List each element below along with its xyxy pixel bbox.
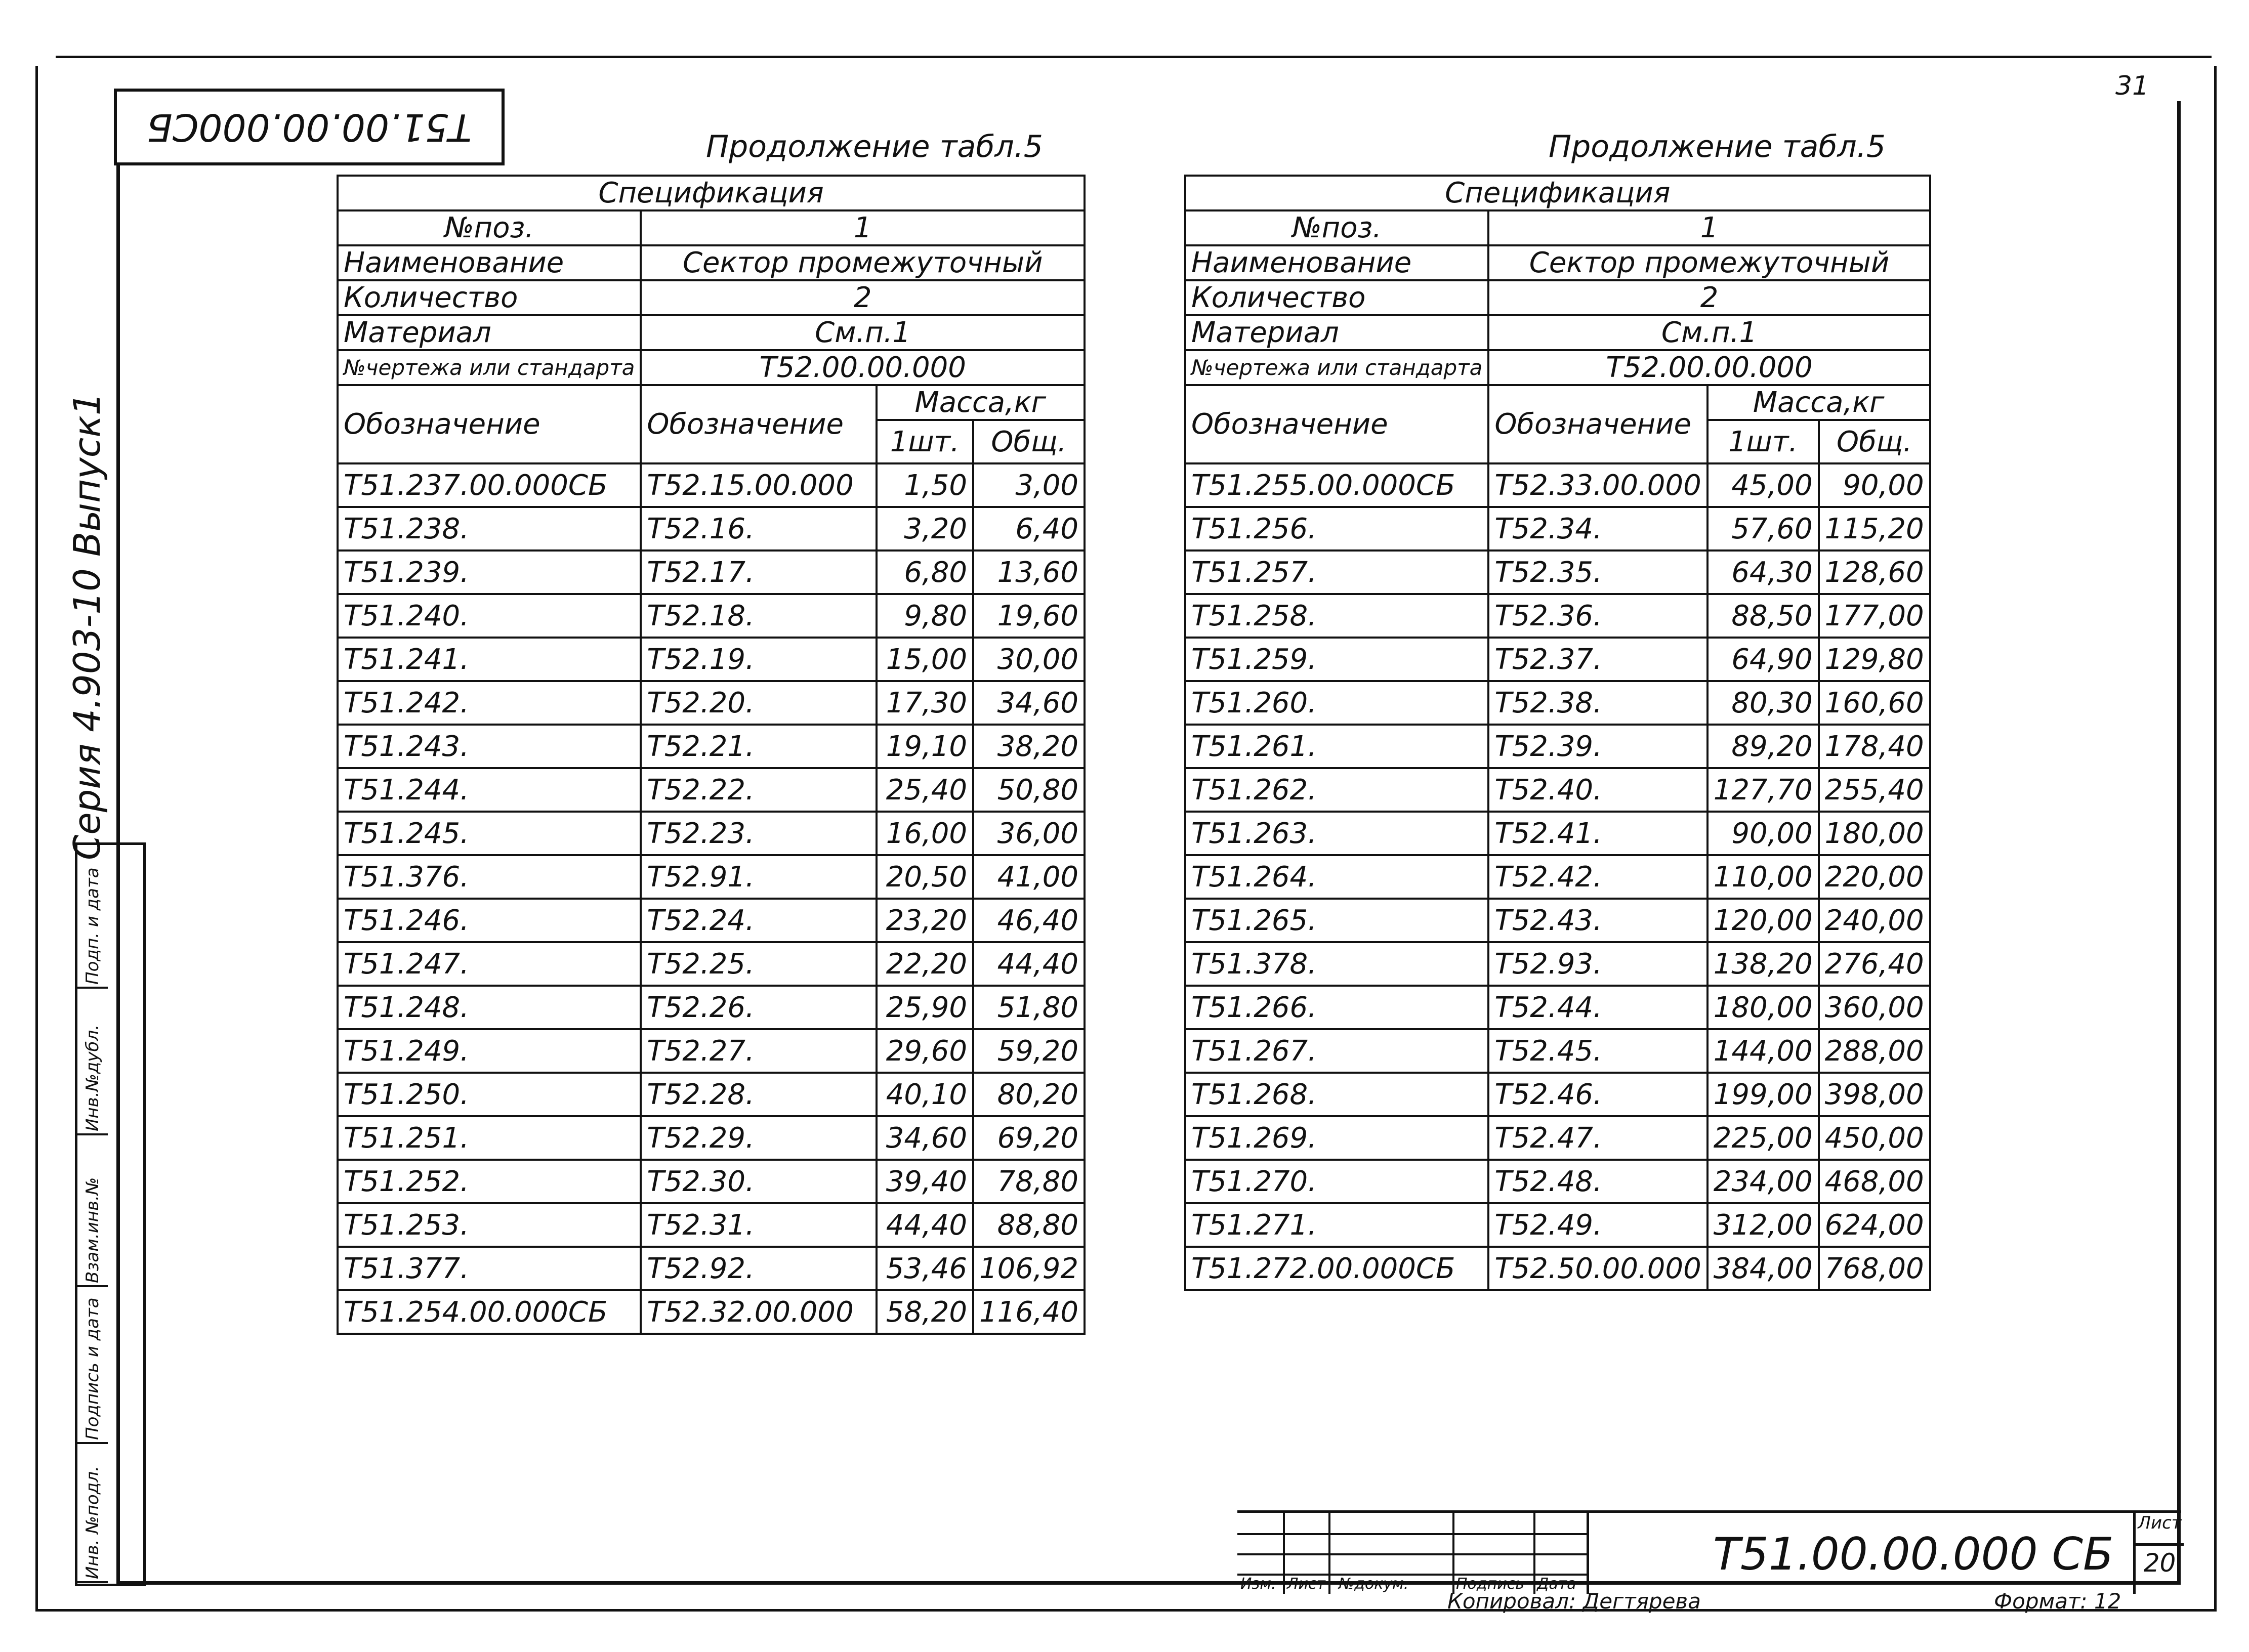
cell-m2: 468,00	[1819, 1160, 1930, 1203]
cell-m1: 17,30	[877, 681, 973, 725]
table-row	[1185, 1247, 1930, 1290]
table-row	[338, 1029, 1085, 1073]
grid-line	[1283, 1513, 1285, 1594]
cell-d1: Т51.257.	[1185, 550, 1488, 594]
cell-d1: Т51.259.	[1185, 638, 1488, 681]
table-row	[1185, 550, 1930, 594]
cell-d2: Т52.31.	[641, 1203, 876, 1247]
cell-m1: 88,50	[1707, 594, 1819, 638]
table-row	[1185, 1029, 1930, 1073]
cell-d2: Т52.91.	[641, 855, 876, 899]
cell-m2: 288,00	[1819, 1029, 1930, 1073]
cell-d2: Т52.38.	[1488, 681, 1707, 725]
cell-d1: Т51.266.	[1185, 986, 1488, 1029]
row-value: 1	[1488, 210, 1930, 245]
cell-m1: 384,00	[1707, 1247, 1819, 1290]
cell-m1: 44,40	[877, 1203, 973, 1247]
cell-m2: 44,40	[973, 942, 1085, 986]
cell-m1: 120,00	[1707, 899, 1819, 942]
cell-m2: 177,00	[1819, 594, 1930, 638]
side-cell	[77, 845, 108, 989]
cell-m1: 6,80	[877, 550, 973, 594]
cell-m1: 20,50	[877, 855, 973, 899]
cell-m2: 276,40	[1819, 942, 1930, 986]
cell-m1: 23,20	[877, 899, 973, 942]
table-row	[338, 638, 1085, 681]
cell-m2: 398,00	[1819, 1073, 1930, 1116]
cell-d1: Т51.253.	[338, 1203, 641, 1247]
table-row	[338, 463, 1085, 507]
table-row	[1185, 594, 1930, 638]
cell-d1: Т51.272.00.000СБ	[1185, 1247, 1488, 1290]
cell-m1: 89,20	[1707, 725, 1819, 768]
table-row	[338, 1247, 1085, 1290]
table-row	[1185, 768, 1930, 812]
cell-m2: 450,00	[1819, 1116, 1930, 1160]
cell-m2: 13,60	[973, 550, 1085, 594]
cell-m1: 29,60	[877, 1029, 973, 1073]
cell-d1: Т51.244.	[338, 768, 641, 812]
table-row	[1185, 507, 1930, 550]
cell-m1: 80,30	[1707, 681, 1819, 725]
cell-m2: 6,40	[973, 507, 1085, 550]
sheet-value: 20	[2143, 1548, 2176, 1578]
cell-m1: 312,00	[1707, 1203, 1819, 1247]
copied-by: Копировал: Дегтярева	[1447, 1589, 1701, 1614]
cell-d2: Т52.16.	[641, 507, 876, 550]
cell-d2: Т52.30.	[641, 1160, 876, 1203]
cell-d2: Т52.22.	[641, 768, 876, 812]
cell-d2: Т52.17.	[641, 550, 876, 594]
cell-d1: Т51.252.	[338, 1160, 641, 1203]
cell-m2: 768,00	[1819, 1247, 1930, 1290]
cell-d2: Т52.43.	[1488, 899, 1707, 942]
cell-d2: Т52.33.00.000	[1488, 463, 1707, 507]
cell-m2: 160,60	[1819, 681, 1930, 725]
cell-d2: Т52.24.	[641, 899, 876, 942]
frame-top-line	[56, 56, 2212, 58]
table-row	[1185, 812, 1930, 855]
cell-m1: 25,40	[877, 768, 973, 812]
col-designation-1: Обозначение	[1185, 385, 1488, 463]
cell-m2: 240,00	[1819, 899, 1930, 942]
tb-label: Подпись	[1456, 1575, 1524, 1593]
left-continuation-label: Продолжение табл.5	[706, 129, 1043, 164]
cell-m1: 34,60	[877, 1116, 973, 1160]
cell-d2: Т52.15.00.000	[641, 463, 876, 507]
table-row	[1185, 1116, 1930, 1160]
row-label: Количество	[338, 280, 641, 315]
table-row	[338, 899, 1085, 942]
cell-m1: 22,20	[877, 942, 973, 986]
row-value: 2	[641, 280, 1085, 315]
side-cell	[77, 987, 108, 1135]
row-value: Сектор промежуточный	[641, 245, 1085, 280]
series-label: Серия 4.903-10 Выпуск1	[66, 392, 108, 860]
right-spec-table	[1184, 175, 1931, 1291]
cell-d2: Т52.44.	[1488, 986, 1707, 1029]
cell-d1: Т51.241.	[338, 638, 641, 681]
cell-m1: 45,00	[1707, 463, 1819, 507]
cell-m2: 90,00	[1819, 463, 1930, 507]
table-row	[338, 550, 1085, 594]
cell-m1: 58,20	[877, 1290, 973, 1334]
cell-m2: 78,80	[973, 1160, 1085, 1203]
cell-d2: Т52.27.	[641, 1029, 876, 1073]
cell-d2: Т52.48.	[1488, 1160, 1707, 1203]
cell-m2: 69,20	[973, 1116, 1085, 1160]
cell-m2: 36,00	[973, 812, 1085, 855]
cell-d2: Т52.23.	[641, 812, 876, 855]
cell-d1: Т51.256.	[1185, 507, 1488, 550]
cell-d1: Т51.248.	[338, 986, 641, 1029]
grid-line	[1452, 1513, 1454, 1594]
cell-m2: 220,00	[1819, 855, 1930, 899]
side-label: Подп. и дата	[82, 867, 103, 985]
col-total: Общ.	[1819, 420, 1930, 463]
left-spec-table	[337, 175, 1086, 1335]
cell-d2: Т52.45.	[1488, 1029, 1707, 1073]
table-row	[338, 812, 1085, 855]
cell-m1: 16,00	[877, 812, 973, 855]
table-row	[338, 1290, 1085, 1334]
cell-m2: 80,20	[973, 1073, 1085, 1116]
table-row	[1185, 942, 1930, 986]
cell-m2: 30,00	[973, 638, 1085, 681]
cell-m1: 199,00	[1707, 1073, 1819, 1116]
row-label: Наименование	[338, 245, 641, 280]
tb-label: Дата	[1537, 1575, 1576, 1593]
cell-m1: 64,90	[1707, 638, 1819, 681]
side-label: Инв.№дубл.	[82, 1024, 103, 1131]
grid-line	[1328, 1513, 1330, 1594]
cell-m2: 46,40	[973, 899, 1085, 942]
row-label: Количество	[1185, 280, 1488, 315]
sheet-label: Лист	[2136, 1513, 2184, 1546]
cell-d2: Т52.28.	[641, 1073, 876, 1116]
cell-d2: Т52.92.	[641, 1247, 876, 1290]
inverted-code-stamp	[114, 89, 505, 165]
tb-label: Изм.	[1240, 1575, 1276, 1593]
table-row	[338, 1203, 1085, 1247]
table-row	[338, 942, 1085, 986]
cell-d1: Т51.261.	[1185, 725, 1488, 768]
cell-d2: Т52.35.	[1488, 550, 1707, 594]
table-row	[338, 594, 1085, 638]
cell-m1: 110,00	[1707, 855, 1819, 899]
table-row	[338, 1073, 1085, 1116]
cell-d1: Т51.240.	[338, 594, 641, 638]
cell-d2: Т52.19.	[641, 638, 876, 681]
cell-d1: Т51.271.	[1185, 1203, 1488, 1247]
table-row	[338, 986, 1085, 1029]
table-row	[1185, 1073, 1930, 1116]
cell-m1: 40,10	[877, 1073, 973, 1116]
cell-d1: Т51.264.	[1185, 855, 1488, 899]
cell-d1: Т51.378.	[1185, 942, 1488, 986]
right-continuation-label: Продолжение табл.5	[1549, 129, 1886, 164]
table-row	[338, 768, 1085, 812]
table-row	[1185, 899, 1930, 942]
cell-m1: 25,90	[877, 986, 973, 1029]
side-label: Взам.инв.№	[82, 1177, 103, 1283]
cell-m1: 3,20	[877, 507, 973, 550]
cell-d1: Т51.376.	[338, 855, 641, 899]
cell-d1: Т51.246.	[338, 899, 641, 942]
cell-d1: Т51.239.	[338, 550, 641, 594]
col-mass: Масса,кг	[877, 385, 1085, 420]
cell-d1: Т51.268.	[1185, 1073, 1488, 1116]
cell-m1: 127,70	[1707, 768, 1819, 812]
cell-d2: Т52.93.	[1488, 942, 1707, 986]
cell-d2: Т52.29.	[641, 1116, 876, 1160]
cell-m1: 53,46	[877, 1247, 973, 1290]
cell-m2: 50,80	[973, 768, 1085, 812]
table-row	[338, 1160, 1085, 1203]
cell-m1: 9,80	[877, 594, 973, 638]
table-row	[1185, 1160, 1930, 1203]
cell-m1: 57,60	[1707, 507, 1819, 550]
table-row	[1185, 681, 1930, 725]
cell-m2: 34,60	[973, 681, 1085, 725]
col-designation-2: Обозначение	[1488, 385, 1707, 463]
cell-m1: 64,30	[1707, 550, 1819, 594]
sheet-box	[2133, 1513, 2184, 1594]
drawing-code: Т51.00.00.000 СБ	[1713, 1528, 2114, 1580]
col-designation-1: Обозначение	[338, 385, 641, 463]
cell-d2: Т52.39.	[1488, 725, 1707, 768]
row-value: См.п.1	[1488, 315, 1930, 350]
tb-label: Лист	[1287, 1575, 1326, 1593]
col-designation-2: Обозначение	[641, 385, 876, 463]
cell-m2: 38,20	[973, 725, 1085, 768]
row-label: №поз.	[338, 210, 641, 245]
cell-m2: 178,40	[1819, 725, 1930, 768]
cell-d2: Т52.40.	[1488, 768, 1707, 812]
cell-d1: Т51.377.	[338, 1247, 641, 1290]
row-label: Наименование	[1185, 245, 1488, 280]
side-approval-strip	[75, 842, 146, 1586]
cell-d1: Т51.255.00.000СБ	[1185, 463, 1488, 507]
row-value: Т52.00.00.000	[1488, 350, 1930, 385]
row-value: Сектор промежуточный	[1488, 245, 1930, 280]
cell-d1: Т51.265.	[1185, 899, 1488, 942]
cell-m1: 234,00	[1707, 1160, 1819, 1203]
cell-m2: 180,00	[1819, 812, 1930, 855]
side-label: Подпись и дата	[82, 1297, 103, 1440]
side-cell	[77, 1442, 108, 1583]
row-label: №чертежа или стандарта	[338, 350, 641, 385]
cell-m1: 138,20	[1707, 942, 1819, 986]
cell-d2: Т52.37.	[1488, 638, 1707, 681]
table-row	[338, 855, 1085, 899]
spec-title: Спецификация	[1185, 176, 1930, 210]
cell-d1: Т51.260.	[1185, 681, 1488, 725]
cell-m1: 144,00	[1707, 1029, 1819, 1073]
table-row	[1185, 986, 1930, 1029]
cell-d1: Т51.238.	[338, 507, 641, 550]
cell-m2: 115,20	[1819, 507, 1930, 550]
cell-d2: Т52.26.	[641, 986, 876, 1029]
side-cell	[77, 1133, 108, 1287]
cell-d2: Т52.47.	[1488, 1116, 1707, 1160]
col-unit: 1шт.	[1707, 420, 1819, 463]
cell-d1: Т51.247.	[338, 942, 641, 986]
cell-d1: Т51.242.	[338, 681, 641, 725]
format-label: Формат: 12	[1994, 1589, 2121, 1614]
col-mass: Масса,кг	[1707, 385, 1930, 420]
cell-d2: Т52.32.00.000	[641, 1290, 876, 1334]
table-row	[1185, 725, 1930, 768]
cell-d2: Т52.41.	[1488, 812, 1707, 855]
cell-m2: 19,60	[973, 594, 1085, 638]
table-row	[338, 507, 1085, 550]
row-label: №поз.	[1185, 210, 1488, 245]
table-row	[338, 681, 1085, 725]
row-label: №чертежа или стандарта	[1185, 350, 1488, 385]
cell-d1: Т51.258.	[1185, 594, 1488, 638]
cell-d2: Т52.49.	[1488, 1203, 1707, 1247]
cell-d2: Т52.50.00.000	[1488, 1247, 1707, 1290]
cell-m2: 3,00	[973, 463, 1085, 507]
cell-m2: 128,60	[1819, 550, 1930, 594]
table-row	[338, 725, 1085, 768]
side-cell	[77, 1285, 108, 1444]
row-value: 1	[641, 210, 1085, 245]
cell-d1: Т51.269.	[1185, 1116, 1488, 1160]
table-row	[1185, 463, 1930, 507]
right-rows	[1185, 463, 1930, 1290]
tb-label: №докум.	[1339, 1575, 1409, 1593]
cell-d1: Т51.251.	[338, 1116, 641, 1160]
cell-m2: 41,00	[973, 855, 1085, 899]
table-row	[338, 1116, 1085, 1160]
cell-d1: Т51.250.	[338, 1073, 641, 1116]
cell-m2: 88,80	[973, 1203, 1085, 1247]
stamp-code: Т51.00.00.000СБ	[147, 105, 472, 149]
cell-d2: Т52.18.	[641, 594, 876, 638]
left-rows	[338, 463, 1085, 1334]
revision-grid	[1237, 1513, 1589, 1594]
cell-m2: 624,00	[1819, 1203, 1930, 1247]
cell-d1: Т51.249.	[338, 1029, 641, 1073]
title-block	[1237, 1510, 2181, 1594]
row-label: Материал	[338, 315, 641, 350]
cell-d1: Т51.245.	[338, 812, 641, 855]
cell-m1: 19,10	[877, 725, 973, 768]
cell-d2: Т52.46.	[1488, 1073, 1707, 1116]
cell-m2: 360,00	[1819, 986, 1930, 1029]
cell-m2: 255,40	[1819, 768, 1930, 812]
cell-d2: Т52.36.	[1488, 594, 1707, 638]
cell-m1: 15,00	[877, 638, 973, 681]
cell-m2: 106,92	[973, 1247, 1085, 1290]
cell-d1: Т51.254.00.000СБ	[338, 1290, 641, 1334]
cell-m2: 116,40	[973, 1290, 1085, 1334]
cell-m2: 51,80	[973, 986, 1085, 1029]
cell-d1: Т51.263.	[1185, 812, 1488, 855]
cell-d1: Т51.237.00.000СБ	[338, 463, 641, 507]
row-value: См.п.1	[641, 315, 1085, 350]
cell-d2: Т52.20.	[641, 681, 876, 725]
cell-d1: Т51.267.	[1185, 1029, 1488, 1073]
table-row	[1185, 638, 1930, 681]
spec-title: Спецификация	[338, 176, 1085, 210]
cell-d2: Т52.34.	[1488, 507, 1707, 550]
cell-d1: Т51.262.	[1185, 768, 1488, 812]
cell-m1: 39,40	[877, 1160, 973, 1203]
cell-m1: 1,50	[877, 463, 973, 507]
row-value: 2	[1488, 280, 1930, 315]
cell-m1: 180,00	[1707, 986, 1819, 1029]
cell-d2: Т52.21.	[641, 725, 876, 768]
cell-m1: 225,00	[1707, 1116, 1819, 1160]
side-label: Инв. №подл.	[82, 1466, 103, 1579]
row-label: Материал	[1185, 315, 1488, 350]
table-row	[1185, 855, 1930, 899]
cell-m2: 129,80	[1819, 638, 1930, 681]
sheet-number: 31	[2115, 71, 2149, 101]
table-row	[1185, 1203, 1930, 1247]
row-value: Т52.00.00.000	[641, 350, 1085, 385]
cell-d2: Т52.42.	[1488, 855, 1707, 899]
col-total: Общ.	[973, 420, 1085, 463]
cell-m1: 90,00	[1707, 812, 1819, 855]
grid-line	[1533, 1513, 1535, 1594]
cell-d2: Т52.25.	[641, 942, 876, 986]
cell-d1: Т51.243.	[338, 725, 641, 768]
col-unit: 1шт.	[877, 420, 973, 463]
cell-m2: 59,20	[973, 1029, 1085, 1073]
cell-d1: Т51.270.	[1185, 1160, 1488, 1203]
